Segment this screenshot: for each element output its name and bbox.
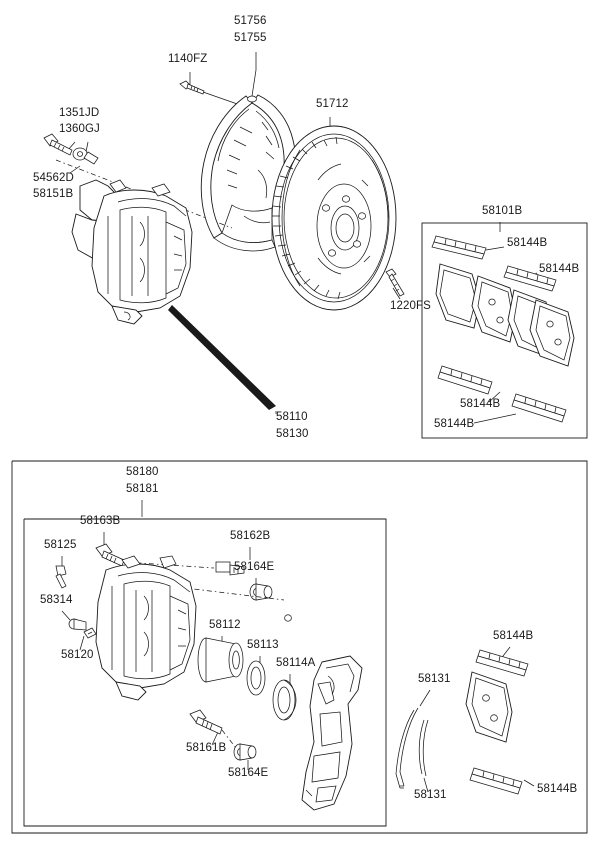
label-58164e-bottom: 58164E	[228, 767, 269, 779]
label-1351jd: 1351JD	[59, 107, 100, 119]
label-58112: 58112	[209, 619, 241, 631]
label-58113: 58113	[247, 639, 279, 651]
label-58163b: 58163B	[80, 515, 121, 527]
label-51755: 51755	[234, 32, 267, 44]
caliper-carrier	[302, 656, 362, 810]
label-58164e-top: 58164E	[234, 561, 275, 573]
label-58131-1: 58131	[418, 673, 451, 685]
caliper-assembly-upper	[44, 134, 192, 324]
label-58114a: 58114A	[276, 657, 316, 669]
label-58144b-1: 58144B	[507, 237, 548, 249]
label-58144b-3: 58144B	[460, 398, 501, 410]
label-58101b: 58101B	[482, 205, 523, 217]
seal-58113	[247, 661, 265, 695]
dust-boot-58114a	[273, 680, 296, 720]
label-58144b-5: 58144B	[493, 630, 534, 642]
label-58130: 58130	[276, 428, 309, 440]
lower-pad-group	[466, 650, 528, 794]
label-58125: 58125	[44, 539, 77, 551]
label-51712: 51712	[316, 98, 349, 110]
label-58181: 58181	[126, 483, 159, 495]
caliper-exploded-lower	[56, 544, 528, 810]
label-58120: 58120	[61, 649, 94, 661]
label-58144b-2: 58144B	[539, 263, 580, 275]
piston-58112	[198, 638, 243, 682]
label-58110: 58110	[276, 411, 308, 423]
label-54562d: 54562D	[33, 172, 74, 184]
bolt-1220fs	[386, 269, 404, 296]
bolt-1140fz	[180, 81, 204, 94]
label-58144b-6: 58144B	[537, 783, 578, 795]
label-51756: 51756	[234, 15, 267, 27]
label-58144b-4: 58144B	[434, 418, 475, 430]
label-58131-2: 58131	[414, 789, 447, 801]
label-58180: 58180	[126, 466, 159, 478]
label-58314: 58314	[40, 594, 73, 606]
label-1140fz: 1140FZ	[168, 53, 208, 65]
label-58162b: 58162B	[230, 530, 271, 542]
label-1360gj: 1360GJ	[59, 123, 100, 135]
label-58161b: 58161B	[186, 742, 227, 754]
brake-rotor	[272, 126, 396, 310]
label-1220fs: 1220FS	[390, 300, 431, 312]
label-58151b: 58151B	[33, 188, 74, 200]
pad-springs-58131	[396, 708, 428, 788]
